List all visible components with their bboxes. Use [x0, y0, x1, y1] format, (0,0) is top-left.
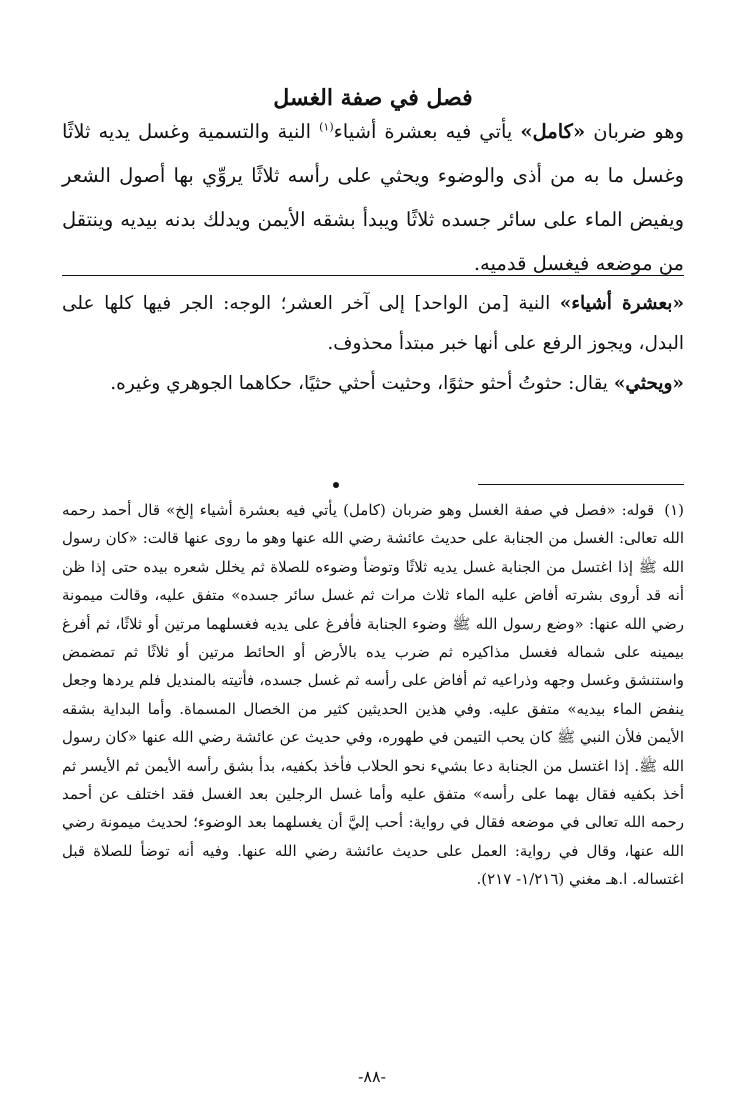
gloss-keyword: «بعشرة أشياء»: [559, 293, 685, 314]
main-text: [62, 110, 684, 286]
footnote-paragraph: [62, 496, 684, 894]
footnote-divider: [478, 484, 684, 485]
ornament-dot: [333, 482, 339, 488]
keyword-kamil: «كامل»: [520, 120, 586, 143]
gloss-entry: [62, 364, 684, 404]
gloss-text: يقال: حثوتُ أحثو حثوًا، وحثيت أحثي حثيًا، حكاهما الجوهري وغيره.: [110, 373, 614, 394]
section-title: فصل في صفة الغسل: [273, 84, 473, 111]
main-text-start: وهو ضربان: [585, 120, 684, 143]
main-paragraph: [62, 110, 684, 286]
footnote-text: قوله: «فصل في صفة الغسل وهو ضربان (كامل) يأتي فيه بعشرة أشياء إلخ» قال أحمد رحمه الله تعالى: الغسل من الجنابة على حديث عائشة رضي الله عنها وهو ما روى عنها قالت: «كان رسول الله ﷺ إذا اغتسل من الجنابة غسل يديه ثلاثًا وتوضأ وضوءه للصلاة ثم يخلل شعره بيده حتى إذا ظن أنه قد أروى بشرته أفاض عليه الماء ثلاث مرات ثم غسل سائر جسده» متفق عليه، وقالت ميمونة رضي الله عنها: «وضع رسول الله ﷺ وضوء الجنابة فأفرغ على يديه فغسلهما مرتين أو ثلاثًا، ثم أفرغ بيمينه على شماله فغسل مذاكيره ثم ضرب يده بالأرض أو الحائط مرتين أو ثلاثًا ثم تمضمض واستنشق وغسل وجهه وذراعيه ثم أفاض على رأسه ثم غسل جسده، فأتيته بالمنديل فلم يردها وجعل ينفض الماء بيديه» متفق عليه. وفي هذين الحديثين كثير من الخصال المسماة. وأما البداية بشقه الأيمن فلأن النبي ﷺ كان يحب التيمن في طهوره، وفي حديث عن عائشة رضي الله عنها «كان رسول الله ﷺ. إذا اغتسل من الجنابة دعا بشيء نحو الحلاب فأخذ بكفيه، بدأ بشق رأسه الأيمن ثم الأيسر ثم أخذ بكفيه فقال بهما على رأسه» متفق عليه وأما غسل الرجلين بعد الغسل فقد اختلف عن أحمد رحمه الله تعالى في موضعه فقال في رواية: أحب إليَّ أن يغسلهما بعد الوضوء؛ لحديث ميمونة رضي الله عنها، وقال في رواية: العمل على حديث عائشة رضي الله عنها. وفيه أنه توضأ للصلاة قبل اغتساله. ا.هـ مغني (١/٢١٦- ٢١٧).: [62, 501, 684, 889]
gloss-text: النية [من الواحد] إلى آخر العشر؛ الوجه: الجر فيها كلها على البدل، ويجوز الرفع على أنها خبر مبتدأ محذوف.: [62, 293, 684, 354]
main-divider: [62, 275, 684, 276]
footnote-marker: (١): [664, 501, 684, 519]
footnote: [62, 496, 684, 894]
page-number: -٨٨-: [358, 1067, 386, 1086]
main-text-rest: النية والتسمية وغسل يديه ثلاثًا وغسل ما به من أذى والوضوء ويحثي على رأسه ثلاثًا يروِّي بها أصول الشعر ويفيض الماء على سائر جسده ثلاثًا ويبدأ بشقه الأيمن ويدلك بدنه بيديه وينتقل من موضعه فيغسل قدميه.: [62, 120, 684, 275]
gloss-section: [62, 284, 684, 404]
main-text-mid: يأتي فيه بعشرة أشياء: [333, 120, 521, 143]
gloss-keyword: «ويحثي»: [613, 373, 684, 394]
footnote-reference[interactable]: (١): [319, 120, 334, 134]
gloss-entry: [62, 284, 684, 364]
